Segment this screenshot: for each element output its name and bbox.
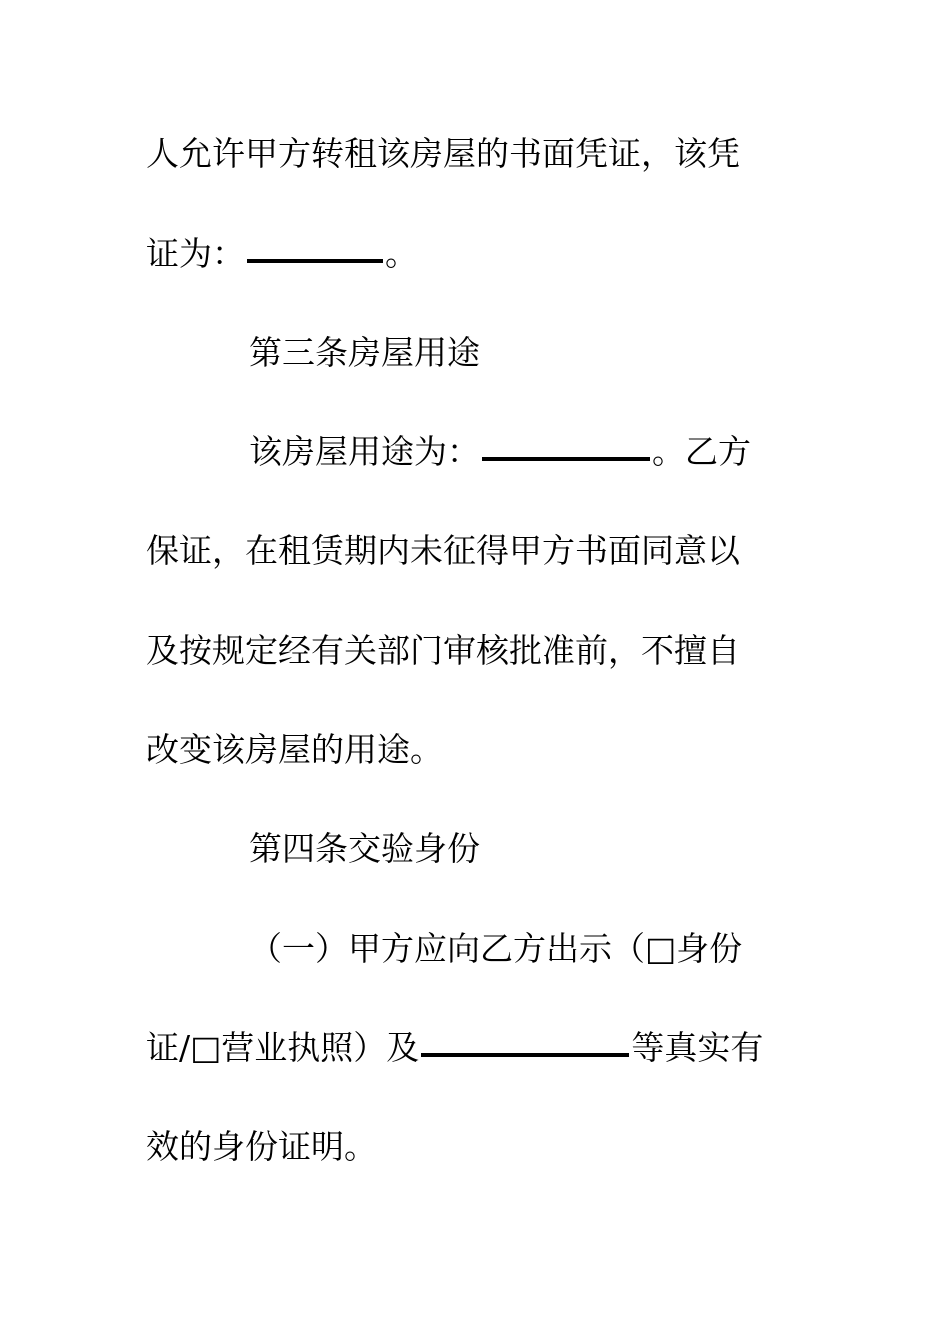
section-heading-3-text: 第三条房屋用途 xyxy=(249,333,480,372)
text-line-1 xyxy=(146,134,740,174)
text-line-10-prefix: 证/□营业执照）及 xyxy=(146,1028,420,1067)
text-line-6-content: 及按规定经有关部门审核批准前，不擅自 xyxy=(146,631,740,670)
text-line-11 xyxy=(146,1127,377,1167)
blank-field-certificate xyxy=(247,259,383,263)
text-line-5 xyxy=(146,531,740,571)
blank-field-identity xyxy=(421,1053,629,1057)
text-line-4-prefix: 该房屋用途为： xyxy=(249,432,480,471)
text-line-11-content: 效的身份证明。 xyxy=(146,1127,377,1166)
text-line-1-content: 人允许甲方转租该房屋的书面凭证，该凭 xyxy=(146,134,740,173)
text-line-7-content: 改变该房屋的用途。 xyxy=(146,730,443,769)
text-line-9 xyxy=(249,929,742,969)
text-line-6 xyxy=(146,631,740,671)
text-line-10-suffix: 等真实有 xyxy=(631,1028,764,1067)
section-heading-4 xyxy=(249,829,480,869)
text-line-4-suffix: 。乙方 xyxy=(652,432,751,471)
section-heading-3 xyxy=(249,333,480,373)
text-line-2-suffix: 。 xyxy=(385,234,418,273)
blank-field-usage xyxy=(482,457,650,461)
text-line-10 xyxy=(146,1028,763,1068)
text-line-2-prefix: 证为： xyxy=(146,234,245,273)
text-line-7 xyxy=(146,730,443,770)
text-line-9-content: （一）甲方应向乙方出示（□身份 xyxy=(249,929,743,968)
section-heading-4-text: 第四条交验身份 xyxy=(249,829,480,868)
text-line-4 xyxy=(249,432,751,472)
text-line-5-content: 保证，在租赁期内未征得甲方书面同意以 xyxy=(146,531,740,570)
text-line-2 xyxy=(146,234,418,274)
